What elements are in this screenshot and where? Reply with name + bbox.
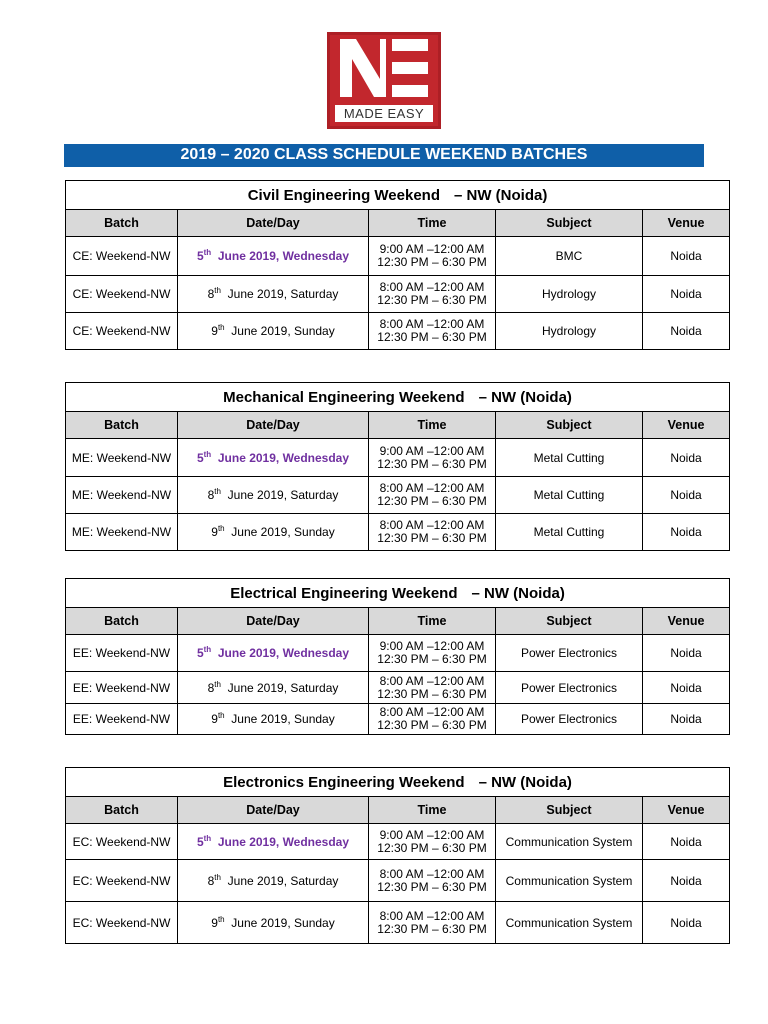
date-day: 8 <box>207 488 215 502</box>
col-header-time: Time <box>369 608 496 635</box>
venue-cell: Noida <box>643 824 730 860</box>
table-row <box>66 237 730 276</box>
electrical-schedule-table <box>65 578 730 735</box>
table-row <box>66 902 730 944</box>
date-rest: June 2019, Sunday <box>231 324 335 338</box>
batch-cell: CE: Weekend-NW <box>66 276 178 313</box>
time-line-1: 8:00 AM –12:00 AM <box>379 673 485 688</box>
table-title-location: – NW (Noida) <box>478 773 572 791</box>
col-header-batch: Batch <box>66 210 178 237</box>
time-cell <box>369 514 496 551</box>
subject-cell: BMC <box>496 237 643 276</box>
date-cell <box>178 824 369 860</box>
time-cell <box>369 672 496 704</box>
table-row <box>66 635 730 672</box>
date-cell <box>178 276 369 313</box>
date-rest: June 2019, Wednesday <box>217 646 350 660</box>
table-header-row <box>66 412 730 439</box>
date-cell <box>178 439 369 477</box>
col-header-venue: Venue <box>643 412 730 439</box>
col-header-batch: Batch <box>66 412 178 439</box>
venue-cell: Noida <box>643 902 730 944</box>
time-cell <box>369 902 496 944</box>
date-ordinal: th <box>217 711 225 720</box>
time-line-2: 12:30 PM – 6:30 PM <box>377 718 487 732</box>
date-day: 5 <box>196 450 204 465</box>
date-cell <box>178 237 369 276</box>
table-title-location: – NW (Noida) <box>478 388 572 406</box>
date-ordinal: th <box>214 872 221 882</box>
date-rest: June 2019, Wednesday <box>217 249 350 263</box>
batch-cell: CE: Weekend-NW <box>66 237 178 276</box>
time-line-1: 8:00 AM –12:00 AM <box>379 518 485 532</box>
col-header-venue: Venue <box>643 608 730 635</box>
time-line-1: 9:00 AM –12:00 AM <box>379 443 485 458</box>
subject-cell: Metal Cutting <box>496 514 643 551</box>
subject-cell: Metal Cutting <box>496 439 643 477</box>
date-cell <box>178 477 369 514</box>
subject-cell: Metal Cutting <box>496 477 643 514</box>
time-line-1: 8:00 AM –12:00 AM <box>379 908 485 923</box>
table-title-location: – NW (Noida) <box>454 186 548 204</box>
date-ordinal: th <box>217 524 225 533</box>
time-line-2: 12:30 PM – 6:30 PM <box>377 531 487 545</box>
table-title <box>66 579 730 608</box>
subject-cell: Communication System <box>496 902 643 944</box>
civil-schedule-table <box>65 180 730 350</box>
time-line-1: 8:00 AM –12:00 AM <box>379 317 485 331</box>
time-cell <box>369 237 496 276</box>
time-cell <box>369 313 496 350</box>
table-title-row <box>66 383 730 412</box>
date-ordinal: th <box>203 248 212 257</box>
table-title-name: Mechanical Engineering Weekend <box>223 388 465 406</box>
time-line-1: 8:00 AM –12:00 AM <box>379 866 485 881</box>
subject-cell: Power Electronics <box>496 672 643 704</box>
date-cell <box>178 704 369 735</box>
col-header-time: Time <box>369 210 496 237</box>
date-rest: June 2019, Saturday <box>227 488 339 502</box>
date-ordinal: th <box>203 645 212 654</box>
page-title-banner: 2019 – 2020 CLASS SCHEDULE WEEKEND BATCHES <box>64 144 704 167</box>
subject-cell: Communication System <box>496 860 643 902</box>
date-ordinal: th <box>203 833 212 843</box>
time-line-2: 12:30 PM – 6:30 PM <box>377 840 487 855</box>
venue-cell: Noida <box>643 514 730 551</box>
table-title-name: Electronics Engineering Weekend <box>223 773 465 791</box>
date-cell <box>178 635 369 672</box>
date-ordinal: th <box>203 449 212 459</box>
table-title <box>66 768 730 797</box>
col-header-venue: Venue <box>643 797 730 824</box>
time-line-2: 12:30 PM – 6:30 PM <box>377 652 487 666</box>
table-row <box>66 704 730 735</box>
venue-cell: Noida <box>643 704 730 735</box>
col-header-batch: Batch <box>66 608 178 635</box>
date-rest: June 2019, Wednesday <box>217 834 350 849</box>
table-title-row <box>66 768 730 797</box>
time-line-1: 9:00 AM –12:00 AM <box>379 827 485 842</box>
batch-cell: EC: Weekend-NW <box>66 860 178 902</box>
electronics-schedule-table <box>65 767 730 944</box>
subject-cell: Power Electronics <box>496 704 643 735</box>
subject-cell: Communication System <box>496 824 643 860</box>
batch-cell: EE: Weekend-NW <box>66 635 178 672</box>
table-row <box>66 860 730 902</box>
time-cell <box>369 439 496 477</box>
batch-cell: ME: Weekend-NW <box>66 514 178 551</box>
made-easy-logo <box>327 32 441 129</box>
date-cell <box>178 514 369 551</box>
date-cell <box>178 860 369 902</box>
time-line-1: 8:00 AM –12:00 AM <box>379 280 485 294</box>
time-cell <box>369 477 496 514</box>
time-line-1: 9:00 AM –12:00 AM <box>379 242 485 256</box>
table-row <box>66 514 730 551</box>
table-row <box>66 439 730 477</box>
table-row <box>66 276 730 313</box>
time-cell <box>369 824 496 860</box>
table-title <box>66 181 730 210</box>
time-line-2: 12:30 PM – 6:30 PM <box>377 879 487 894</box>
date-day: 9 <box>211 324 218 338</box>
col-header-time: Time <box>369 797 496 824</box>
col-header-date: Date/Day <box>178 210 369 237</box>
batch-cell: CE: Weekend-NW <box>66 313 178 350</box>
subject-cell: Hydrology <box>496 276 643 313</box>
table-header-row <box>66 210 730 237</box>
date-ordinal: th <box>217 914 225 924</box>
date-ordinal: th <box>214 679 221 689</box>
date-rest: June 2019, Saturday <box>227 680 339 695</box>
batch-cell: EC: Weekend-NW <box>66 902 178 944</box>
time-line-1: 8:00 AM –12:00 AM <box>379 481 485 495</box>
table-row <box>66 824 730 860</box>
time-line-2: 12:30 PM – 6:30 PM <box>377 921 487 936</box>
time-line-2: 12:30 PM – 6:30 PM <box>377 456 487 471</box>
batch-cell: EC: Weekend-NW <box>66 824 178 860</box>
date-rest: June 2019, Sunday <box>231 525 335 539</box>
date-day: 5 <box>196 834 204 849</box>
subject-cell: Hydrology <box>496 313 643 350</box>
date-cell <box>178 313 369 350</box>
table-title-row <box>66 181 730 210</box>
table-row <box>66 477 730 514</box>
date-day: 8 <box>207 680 215 695</box>
date-day: 5 <box>196 646 204 660</box>
date-day: 8 <box>207 873 215 888</box>
batch-cell: EE: Weekend-NW <box>66 704 178 735</box>
date-day: 8 <box>207 287 215 301</box>
venue-cell: Noida <box>643 276 730 313</box>
time-line-2: 12:30 PM – 6:30 PM <box>377 330 487 344</box>
table-row <box>66 672 730 704</box>
venue-cell: Noida <box>643 439 730 477</box>
col-header-batch: Batch <box>66 797 178 824</box>
time-cell <box>369 860 496 902</box>
venue-cell: Noida <box>643 313 730 350</box>
time-line-1: 9:00 AM –12:00 AM <box>379 639 485 653</box>
time-cell <box>369 276 496 313</box>
date-day: 9 <box>211 915 218 930</box>
time-line-2: 12:30 PM – 6:30 PM <box>377 293 487 307</box>
date-rest: June 2019, Sunday <box>231 915 335 930</box>
col-header-date: Date/Day <box>178 412 369 439</box>
col-header-time: Time <box>369 412 496 439</box>
venue-cell: Noida <box>643 672 730 704</box>
time-cell <box>369 704 496 735</box>
date-ordinal: th <box>214 487 221 496</box>
table-title-name: Civil Engineering Weekend <box>247 186 440 204</box>
table-title <box>66 383 730 412</box>
col-header-subject: Subject <box>496 412 643 439</box>
date-cell <box>178 902 369 944</box>
subject-cell: Power Electronics <box>496 635 643 672</box>
date-cell <box>178 672 369 704</box>
time-cell <box>369 635 496 672</box>
date-day: 5 <box>196 249 204 263</box>
time-line-2: 12:30 PM – 6:30 PM <box>377 494 487 508</box>
col-header-date: Date/Day <box>178 608 369 635</box>
venue-cell: Noida <box>643 860 730 902</box>
logo-text: MADE EASY <box>335 105 433 122</box>
mechanical-schedule-table <box>65 382 730 551</box>
date-rest: June 2019, Saturday <box>227 287 339 301</box>
date-day: 9 <box>211 525 218 539</box>
batch-cell: EE: Weekend-NW <box>66 672 178 704</box>
batch-cell: ME: Weekend-NW <box>66 477 178 514</box>
date-rest: June 2019, Wednesday <box>217 450 350 465</box>
date-rest: June 2019, Saturday <box>227 873 339 888</box>
date-day: 9 <box>211 712 218 726</box>
batch-cell: ME: Weekend-NW <box>66 439 178 477</box>
date-ordinal: th <box>214 286 221 295</box>
col-header-venue: Venue <box>643 210 730 237</box>
table-header-row <box>66 797 730 824</box>
venue-cell: Noida <box>643 477 730 514</box>
venue-cell: Noida <box>643 635 730 672</box>
col-header-subject: Subject <box>496 608 643 635</box>
venue-cell: Noida <box>643 237 730 276</box>
time-line-2: 12:30 PM – 6:30 PM <box>377 686 487 701</box>
table-row <box>66 313 730 350</box>
col-header-date: Date/Day <box>178 797 369 824</box>
table-title-row <box>66 579 730 608</box>
table-title-location: – NW (Noida) <box>471 584 565 602</box>
table-header-row <box>66 608 730 635</box>
table-title-name: Electrical Engineering Weekend <box>230 584 458 602</box>
col-header-subject: Subject <box>496 210 643 237</box>
date-ordinal: th <box>217 323 225 332</box>
col-header-subject: Subject <box>496 797 643 824</box>
date-rest: June 2019, Sunday <box>231 712 335 726</box>
time-line-2: 12:30 PM – 6:30 PM <box>377 255 487 269</box>
time-line-1: 8:00 AM –12:00 AM <box>379 705 485 719</box>
